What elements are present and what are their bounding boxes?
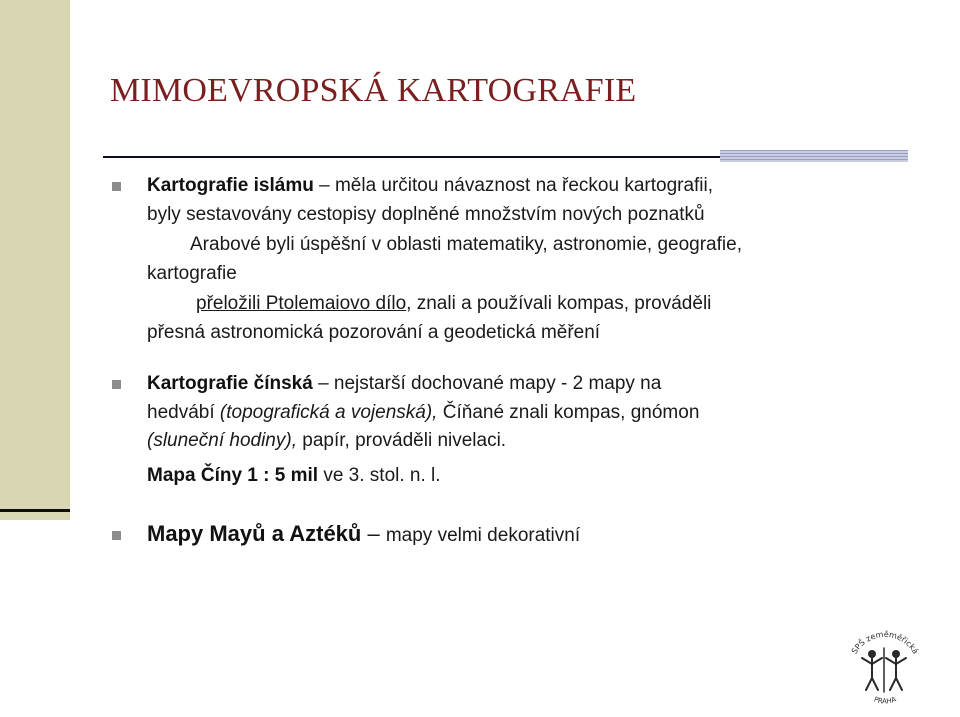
china-line1: nejstarší dochované mapy - 2 mapy na — [333, 373, 662, 394]
title-decor-bar — [720, 150, 908, 162]
arab-line2: kartografie — [147, 262, 237, 284]
ptolemy-line2: přesná astronomická pozorování a geodetická měření — [147, 321, 601, 343]
slide-content — [112, 172, 912, 551]
china-map-bold: Mapa Číny 1 : 5 mil — [147, 464, 319, 486]
china-line2-b: Číňané znali kompas, gnómon — [437, 401, 700, 423]
surveyor-figures-logo-icon — [842, 628, 928, 712]
maya-heading: Mapy Mayů a Aztéků — [147, 521, 362, 546]
china-line2-italic: (topografická a vojenská), — [219, 401, 438, 423]
china-line2 — [112, 399, 912, 428]
china-line3-b: papír, prováděli nivelaci. — [296, 430, 507, 451]
china-line2-a: hedvábí — [147, 401, 220, 423]
logo-bottom-text: PRAHA — [872, 695, 898, 706]
maya-dash: – — [361, 521, 386, 546]
bullet-square-icon — [112, 182, 121, 191]
china-map-line — [112, 462, 912, 491]
left-decor-band — [0, 0, 70, 520]
islam-heading: Kartografie islámu — [147, 175, 314, 196]
ptolemy-underlined: přeložili Ptolemaiovo dílo — [196, 293, 407, 314]
ptolemy-rest: , znali a používali kompas, prováděli — [406, 293, 712, 314]
bullet-maya — [112, 520, 912, 551]
china-dash: – — [312, 373, 334, 394]
title-underline — [103, 156, 723, 158]
bullet-china — [112, 370, 912, 399]
maya-rest: mapy velmi dekorativní — [385, 525, 581, 546]
china-line3-italic: (sluneční hodiny), — [147, 430, 297, 451]
china-heading: Kartografie čínská — [147, 373, 313, 394]
logo-top-text: SPŠ zeměměřická — [849, 629, 921, 656]
islam-dash: – — [313, 175, 335, 196]
bullet-square-icon — [112, 531, 121, 540]
islam-line1: měla určitou návaznost na řeckou kartografii, — [334, 175, 714, 196]
bullet-islam — [112, 172, 912, 201]
islam-line2: byly sestavovány cestopisy doplněné množstvím nových poznatků — [147, 203, 705, 225]
bullet-square-icon — [112, 380, 121, 389]
ptolemy-line1 — [112, 290, 912, 319]
china-map-rest: ve 3. stol. n. l. — [318, 464, 441, 486]
slide-title: MIMOEVROPSKÁ KARTOGRAFIE — [110, 72, 637, 109]
china-line3 — [112, 427, 912, 456]
arab-line1: Arabové byli úspěšní v oblasti matematiky, astronomie, geografie, — [190, 234, 742, 255]
left-decor-line — [0, 509, 70, 512]
